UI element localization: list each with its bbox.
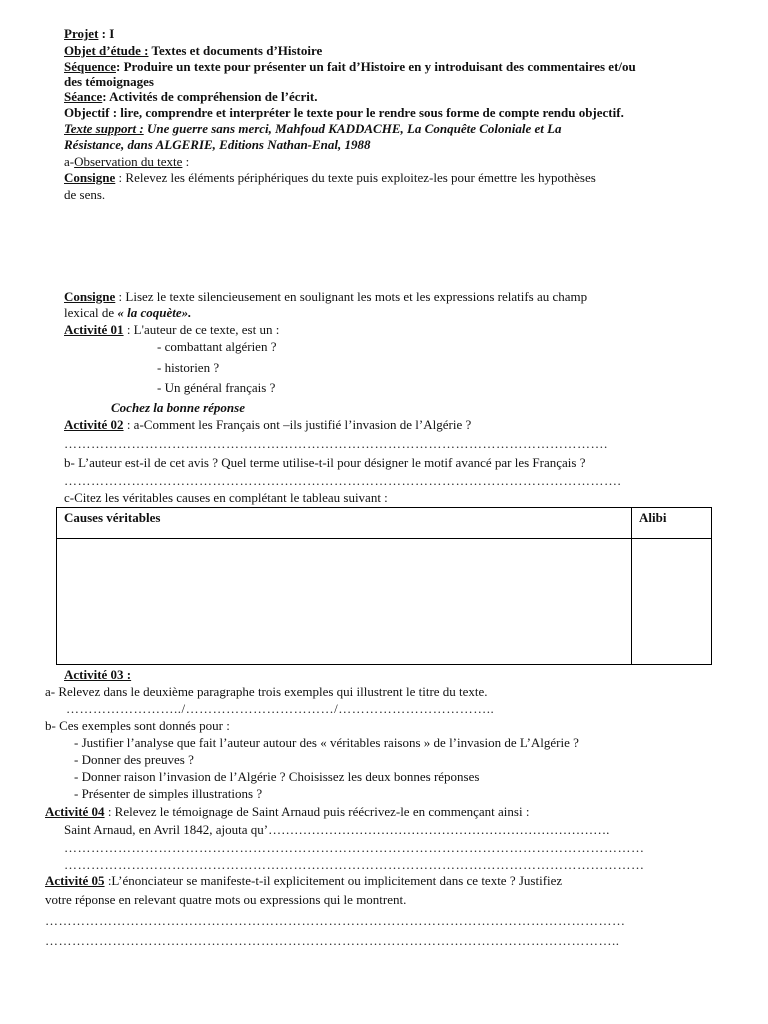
consigne-2-line: [64, 289, 587, 305]
table-header-alibi: Alibi: [632, 508, 712, 539]
observation-prefix: a-: [64, 154, 75, 169]
activite-01-option: - historien ?: [157, 360, 220, 375]
objet-label: Objet d’étude :: [64, 43, 149, 58]
answer-dots: ……………………../……………………………/……………………………..: [66, 701, 495, 716]
activite-03-option: - Donner raison l’invasion de l’Algérie ? Choisissez les deux bonnes réponses: [74, 769, 480, 784]
causes-table: [56, 507, 712, 665]
activite-03-option: - Présenter de simples illustrations ?: [74, 786, 263, 801]
activite-04-start: Saint Arnaud, en Avril 1842, ajouta qu’…………………………………………………………………….: [64, 822, 610, 837]
activite-05-line: [45, 873, 562, 889]
table-cell-causes: [57, 539, 632, 665]
seance-value: : Activités de compréhension de l’écrit.: [102, 89, 318, 104]
consigne-1-line-2: de sens.: [64, 187, 106, 202]
activite-03-option: - Justifier l’analyse que fait l’auteur autour des « véritables raisons » de l’invasion de L’Algérie ?: [74, 735, 579, 750]
activite-01-option: - combattant algérien ?: [157, 339, 277, 354]
activite-02-question: : a-Comment les Français ont –ils justifié l’invasion de l’Algérie ?: [123, 417, 472, 432]
activite-02-c: c-Citez les véritables causes en complétant le tableau suivant :: [64, 490, 388, 505]
texte-support-line-2: Résistance, dans ALGERIE, Editions Nathan-Enal, 1988: [64, 137, 371, 152]
table-header-causes: Causes véritables: [57, 508, 632, 539]
activite-03-label: Activité 03 :: [64, 667, 132, 682]
activite-01-instruction: Cochez la bonne réponse: [111, 400, 245, 415]
activite-03-a: a- Relevez dans le deuxième paragraphe trois exemples qui illustrent le titre du texte.: [45, 684, 488, 699]
projet-line: [64, 26, 114, 42]
answer-dots: …………………………………………………………………………………………………………………: [45, 913, 626, 928]
activite-02-b: b- L’auteur est-il de cet avis ? Quel terme utilise-t-il pour désigner le motif avancé par les Français ?: [64, 455, 586, 470]
answer-dots: ………………………………………………………………………………………………………………..: [45, 933, 620, 948]
activite-04-label: Activité 04: [45, 804, 105, 819]
texte-support-label: Texte support :: [64, 121, 144, 136]
consigne-2-label: Consigne: [64, 289, 116, 304]
sequence-line: [64, 59, 636, 75]
activite-01-question: : L'auteur de ce texte, est un :: [123, 322, 280, 337]
activite-01-line: [64, 322, 279, 338]
texte-support-line: [64, 121, 562, 137]
activite-04-line: [45, 804, 529, 820]
texte-support-value: Une guerre sans merci, Mahfoud KADDACHE, La Conquête Coloniale et La: [143, 121, 562, 136]
answer-dots: …………………………………………………………………………………………………………………: [64, 857, 645, 872]
activite-02-label: Activité 02: [64, 417, 124, 432]
activite-01-label: Activité 01: [64, 322, 124, 337]
objet-line: [64, 43, 322, 59]
consigne-2-emphasis: « la coquète».: [117, 305, 192, 320]
consigne-1-text: : Relevez les éléments périphériques du texte puis exploitez-les pour émettre les hypothèses: [115, 170, 596, 185]
table-cell-alibi: [632, 539, 712, 665]
objectif-line: Objectif : lire, comprendre et interpréter le texte pour le rendre sous forme de compte rendu objectif.: [64, 105, 624, 120]
answer-dots: …………………………………………………………………………………………………………….: [64, 473, 622, 488]
answer-dots: ………………………………………………………………………………………………………….: [64, 436, 608, 451]
seance-line: [64, 89, 317, 105]
consigne-2-text: : Lisez le texte silencieusement en soulignant les mots et les expressions relatifs au champ: [115, 289, 588, 304]
activite-03-b: b- Ces exemples sont donnés pour :: [45, 718, 230, 733]
activite-02-line: [64, 417, 471, 433]
consigne-2-line-2: [64, 305, 191, 321]
activite-01-option: - Un général français ?: [157, 380, 276, 395]
sequence-value: : Produire un texte pour présenter un fait d’Histoire en y introduisant des commentaires et/ou: [116, 59, 636, 74]
observation-suffix: :: [182, 154, 190, 169]
consigne-1-line: [64, 170, 596, 186]
answer-dots: …………………………………………………………………………………………………………………: [64, 840, 645, 855]
sequence-label: Séquence: [64, 59, 116, 74]
observation-title: [64, 154, 189, 170]
activite-05-question: :L’énonciateur se manifeste-t-il explicitement ou implicitement dans ce texte ? Justifiez: [104, 873, 563, 888]
observation-title-text: Observation du texte: [74, 154, 183, 169]
activite-03-option: - Donner des preuves ?: [74, 752, 194, 767]
seance-label: Séance: [64, 89, 103, 104]
consigne-1-label: Consigne: [64, 170, 116, 185]
activite-05-line-2: votre réponse en relevant quatre mots ou expressions qui le montrent.: [45, 892, 407, 907]
consigne-2-lexical: lexical de: [64, 305, 118, 320]
objet-value: Textes et documents d’Histoire: [148, 43, 323, 58]
projet-value: : I: [101, 26, 115, 41]
activite-05-label: Activité 05: [45, 873, 105, 888]
sequence-line-2: des témoignages: [64, 74, 154, 89]
activite-04-question: : Relevez le témoignage de Saint Arnaud puis réécrivez-le en commençant ainsi :: [104, 804, 530, 819]
projet-label: Projet: [64, 26, 99, 41]
